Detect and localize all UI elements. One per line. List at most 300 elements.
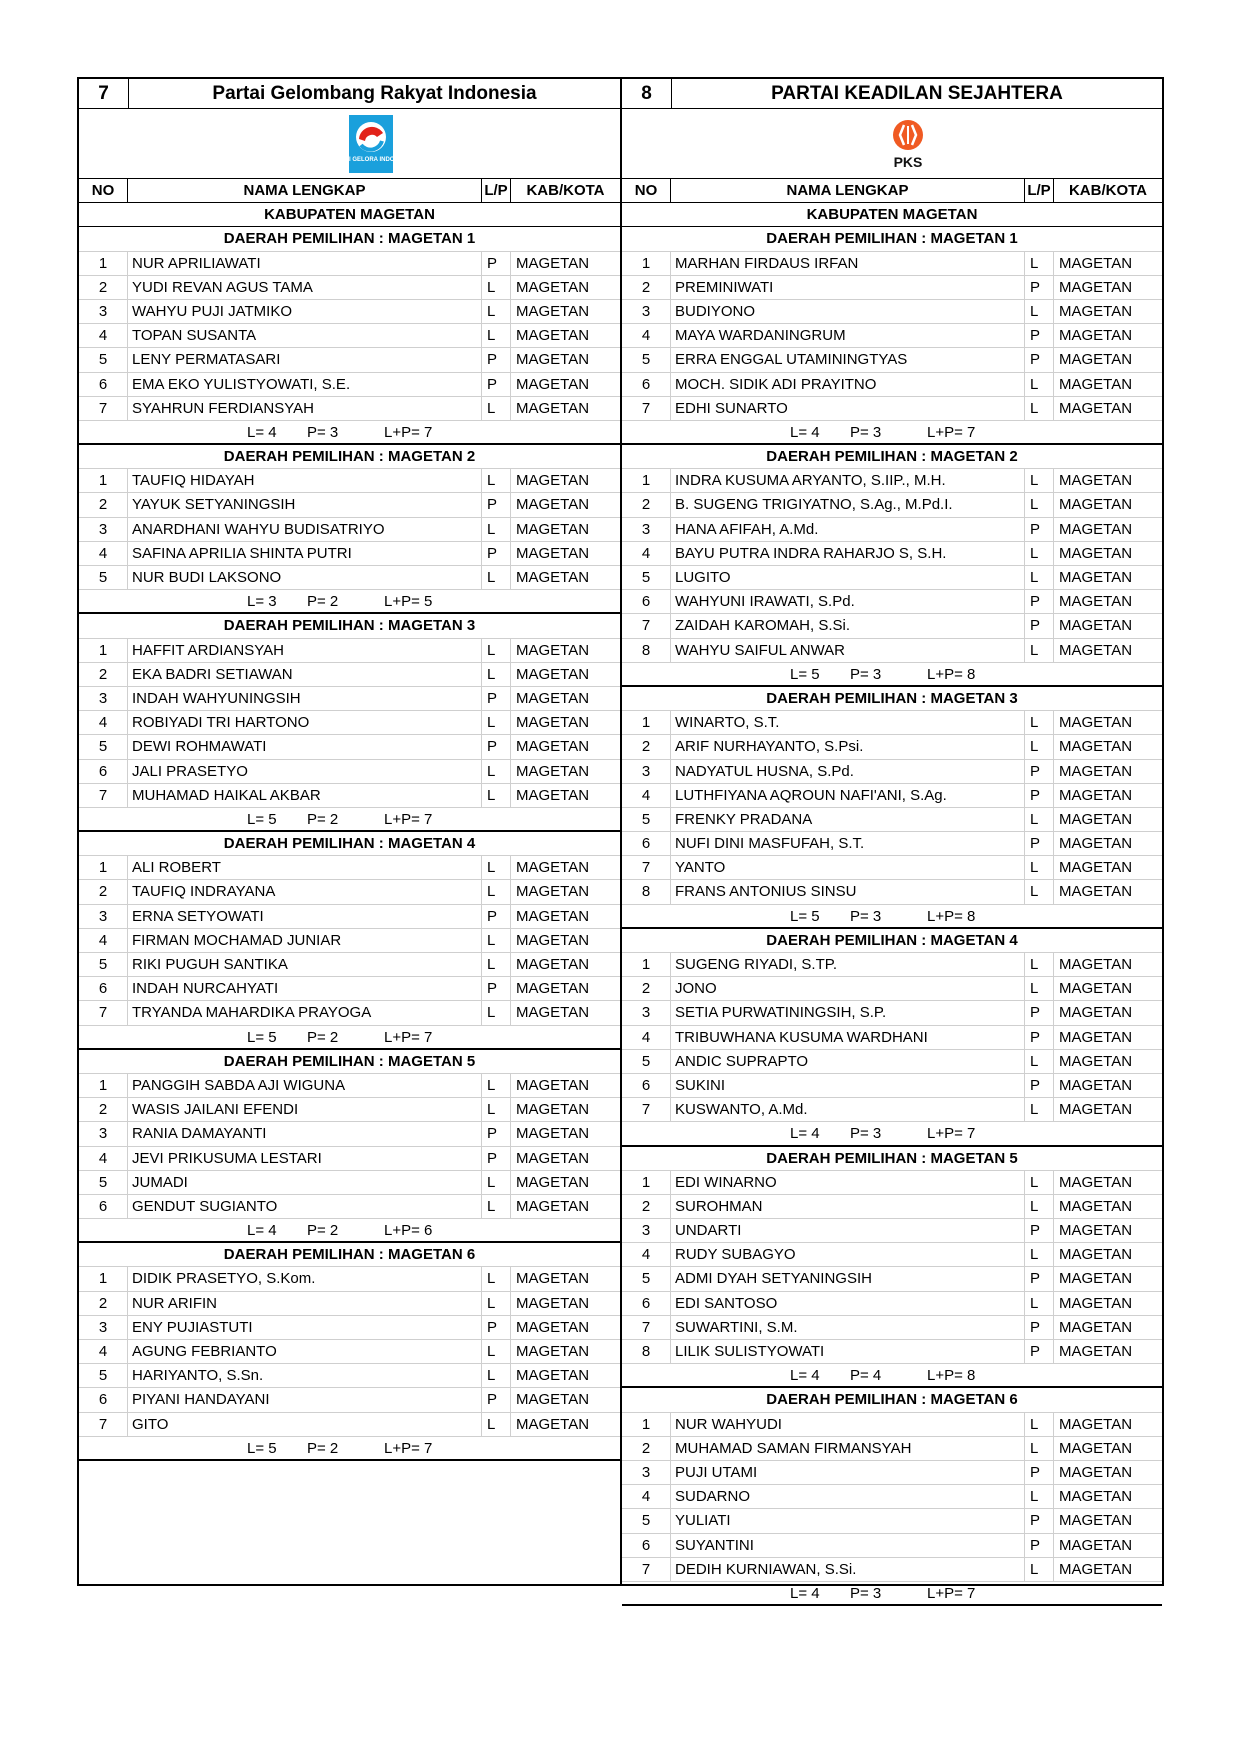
cell-no: 5 [622, 1267, 671, 1290]
cell-lp: L [482, 1292, 511, 1315]
cell-lp: L [1025, 977, 1054, 1000]
cell-kab: MAGETAN [1059, 859, 1133, 877]
cell-name: PANGGIH SABDA AJI WIGUNA [128, 1074, 482, 1097]
cell-kab: MAGETAN [1059, 1439, 1133, 1457]
cell-lp: P [1025, 1001, 1054, 1024]
cell-name: TOPAN SUSANTA [128, 324, 482, 347]
cell-kab: MAGETAN [516, 956, 590, 973]
cell-name: BUDIYONO [671, 300, 1025, 323]
cell-lp: L [482, 711, 511, 734]
summary-p: P= 2 [307, 1222, 339, 1240]
table-row [622, 1074, 1162, 1098]
cell-kab: MAGETAN [516, 738, 590, 756]
table-row [79, 856, 620, 880]
cell-lp: L [482, 518, 511, 541]
cell-kab: MAGETAN [1059, 1197, 1133, 1215]
table-row [622, 1558, 1162, 1582]
table-row [79, 1171, 620, 1195]
cell-name: SUYANTINI [671, 1534, 1025, 1557]
table-row [79, 1388, 620, 1412]
table-row [79, 1195, 620, 1219]
party-name: Partai Gelombang Rakyat Indonesia [212, 83, 537, 104]
summary-l: L= 4 [247, 423, 277, 441]
table-row [79, 687, 620, 711]
cell-kab: MAGETAN [1059, 1343, 1133, 1360]
cell-kab: MAGETAN [516, 980, 590, 998]
cell-name: LENY PERMATASARI [128, 348, 482, 371]
table-row [622, 1050, 1162, 1074]
table-row [622, 324, 1162, 348]
cell-kab: MAGETAN [516, 907, 590, 925]
cell-kab: MAGETAN [516, 1391, 590, 1409]
cell-lp: P [482, 1388, 511, 1411]
cell-lp: L [482, 1074, 511, 1097]
table-row [622, 469, 1162, 493]
cell-name: ERNA SETYOWATI [128, 905, 482, 928]
cell-name: MOCH. SIDIK ADI PRAYITNO [671, 373, 1025, 396]
cell-name: BAYU PUTRA INDRA RAHARJO S, S.H. [671, 542, 1025, 565]
summary-l: L= 4 [790, 1367, 820, 1385]
cell-lp: L [1025, 856, 1054, 879]
cell-kab: MAGETAN [1059, 351, 1133, 369]
summary-p: P= 4 [850, 1367, 882, 1385]
cell-name: EKA BADRI SETIAWAN [128, 663, 482, 686]
cell-no: 5 [79, 735, 128, 758]
cell-lp: P [482, 1316, 511, 1339]
cell-no: 2 [622, 735, 671, 758]
cell-no: 3 [79, 687, 128, 710]
summary-p: P= 3 [850, 907, 882, 925]
cell-kab: MAGETAN [516, 762, 590, 780]
cell-kab: MAGETAN [1059, 883, 1133, 901]
cell-lp: L [1025, 880, 1054, 903]
table-row [622, 566, 1162, 590]
cell-kab: MAGETAN [1059, 762, 1133, 780]
cell-lp: P [1025, 1340, 1054, 1363]
cell-kab: MAGETAN [516, 1197, 590, 1215]
cell-name: ADMI DYAH SETYANINGSIH [671, 1267, 1025, 1290]
cell-lp: L [482, 856, 511, 879]
dapil-title: DAERAH PEMILIHAN : MAGETAN 5 [79, 1050, 620, 1074]
cell-kab: MAGETAN [1059, 472, 1133, 490]
cell-name: NUFI DINI MASFUFAH, S.T. [671, 832, 1025, 855]
cell-lp: P [1025, 760, 1054, 783]
cell-kab: MAGETAN [516, 496, 590, 514]
table-row [622, 542, 1162, 566]
cell-name: PUJI UTAMI [671, 1461, 1025, 1484]
cell-kab: MAGETAN [516, 689, 590, 707]
cell-no: 5 [622, 348, 671, 371]
cell-no: 1 [622, 469, 671, 492]
cell-name: TAUFIQ HIDAYAH [128, 469, 482, 492]
cell-name: SUROHMAN [671, 1195, 1025, 1218]
cell-kab: MAGETAN [1059, 327, 1133, 345]
cell-name: TAUFIQ INDRAYANA [128, 880, 482, 903]
summary-total: L+P= 8 [927, 665, 976, 683]
cell-lp: P [1025, 1026, 1054, 1049]
cell-lp: L [1025, 469, 1054, 492]
dapil-title: DAERAH PEMILIHAN : MAGETAN 6 [79, 1243, 620, 1267]
cell-lp: L [482, 1171, 511, 1194]
table-row [622, 1219, 1162, 1243]
cell-lp: L [1025, 1050, 1054, 1073]
cell-lp: P [1025, 1316, 1054, 1339]
cell-no: 4 [622, 1243, 671, 1266]
cell-lp: L [482, 663, 511, 686]
cell-lp: P [482, 373, 511, 396]
cell-no: 4 [622, 542, 671, 565]
cell-lp: L [482, 1098, 511, 1121]
cell-kab: MAGETAN [516, 1004, 590, 1022]
summary-p: P= 2 [307, 1439, 339, 1457]
cell-kab: MAGETAN [516, 1294, 590, 1312]
table-row [622, 1171, 1162, 1195]
cell-lp: L [1025, 735, 1054, 758]
cell-kab: MAGETAN [516, 1367, 590, 1385]
header-name: NAMA LENGKAP [671, 179, 1025, 202]
dapil-summary [79, 808, 620, 832]
cell-no: 4 [622, 1485, 671, 1508]
cell-lp: P [1025, 784, 1054, 807]
dapil-title: DAERAH PEMILIHAN : MAGETAN 3 [622, 687, 1162, 711]
party-logo-row [79, 109, 620, 179]
cell-no: 2 [79, 276, 128, 299]
cell-name: ARIF NURHAYANTO, S.Psi. [671, 735, 1025, 758]
cell-lp: L [1025, 1243, 1054, 1266]
cell-no: 8 [622, 880, 671, 903]
cell-no: 7 [622, 1098, 671, 1121]
cell-lp: L [1025, 1195, 1054, 1218]
table-row [622, 614, 1162, 638]
cell-kab: MAGETAN [516, 714, 590, 732]
table-row [622, 808, 1162, 832]
cell-name: SUKINI [671, 1074, 1025, 1097]
table-row [79, 1098, 620, 1122]
cell-name: SUGENG RIYADI, S.TP. [671, 953, 1025, 976]
cell-name: RUDY SUBAGYO [671, 1243, 1025, 1266]
cell-lp: L [482, 760, 511, 783]
cell-lp: L [1025, 1437, 1054, 1460]
cell-lp: P [1025, 1219, 1054, 1242]
cell-kab: MAGETAN [516, 1173, 590, 1191]
table-row [622, 1195, 1162, 1219]
summary-l: L= 5 [790, 665, 820, 683]
cell-kab: MAGETAN [1059, 1246, 1133, 1264]
cell-no: 5 [79, 1364, 128, 1387]
cell-no: 1 [79, 856, 128, 879]
cell-kab: MAGETAN [516, 1101, 590, 1119]
cell-lp: P [1025, 276, 1054, 299]
party-column-pks [622, 79, 1162, 1602]
cell-no: 2 [622, 1437, 671, 1460]
cell-name: SYAHRUN FERDIANSYAH [128, 397, 482, 420]
cell-name: YUDI REVAN AGUS TAMA [128, 276, 482, 299]
cell-no: 6 [79, 977, 128, 1000]
cell-kab: MAGETAN [516, 1149, 590, 1167]
cell-name: NADYATUL HUSNA, S.Pd. [671, 760, 1025, 783]
cell-kab: MAGETAN [1059, 714, 1133, 732]
cell-lp: L [482, 1340, 511, 1363]
cell-no: 3 [622, 300, 671, 323]
cell-kab: MAGETAN [1059, 617, 1133, 635]
summary-l: L= 4 [790, 423, 820, 441]
table-row [79, 880, 620, 904]
cell-kab: MAGETAN [1059, 786, 1133, 804]
dapil-title: DAERAH PEMILIHAN : MAGETAN 2 [79, 445, 620, 469]
cell-name: DEWI ROHMAWATI [128, 735, 482, 758]
cell-lp: P [1025, 518, 1054, 541]
cell-name: DIDIK PRASETYO, S.Kom. [128, 1267, 482, 1290]
cell-lp: L [482, 1413, 511, 1436]
cell-no: 7 [622, 397, 671, 420]
cell-lp: P [1025, 590, 1054, 613]
table-row [79, 518, 620, 542]
table-row [622, 1413, 1162, 1437]
dapil-title: DAERAH PEMILIHAN : MAGETAN 4 [79, 832, 620, 856]
party-number: 8 [622, 79, 672, 108]
header-no: NO [79, 179, 128, 202]
summary-l: L= 5 [790, 907, 820, 925]
cell-no: 7 [622, 1316, 671, 1339]
cell-no: 3 [79, 905, 128, 928]
summary-p: P= 3 [850, 1125, 882, 1143]
table-row [79, 929, 620, 953]
table-row [79, 1074, 620, 1098]
cell-name: NUR BUDI LAKSONO [128, 566, 482, 589]
cell-no: 5 [79, 1171, 128, 1194]
cell-no: 2 [79, 880, 128, 903]
cell-name: RIKI PUGUH SANTIKA [128, 953, 482, 976]
summary-total: L+P= 6 [384, 1222, 433, 1240]
cell-no: 2 [79, 493, 128, 516]
cell-name: YANTO [671, 856, 1025, 879]
dapil-sections [79, 227, 620, 1461]
cell-kab: MAGETAN [516, 641, 590, 659]
cell-no: 1 [79, 1074, 128, 1097]
table-row [622, 711, 1162, 735]
cell-no: 5 [622, 1050, 671, 1073]
party-title-row [79, 79, 620, 109]
cell-kab: MAGETAN [516, 883, 590, 901]
cell-name: ALI ROBERT [128, 856, 482, 879]
cell-no: 2 [622, 1195, 671, 1218]
table-row [622, 977, 1162, 1001]
cell-kab: MAGETAN [1059, 738, 1133, 756]
cell-no: 1 [622, 953, 671, 976]
cell-no: 3 [79, 1122, 128, 1145]
cell-kab: MAGETAN [516, 1343, 590, 1360]
cell-lp: L [482, 276, 511, 299]
cell-no: 4 [622, 784, 671, 807]
cell-no: 2 [622, 276, 671, 299]
cell-lp: L [1025, 252, 1054, 275]
cell-name: WASIS JAILANI EFENDI [128, 1098, 482, 1121]
cell-lp: P [1025, 1267, 1054, 1290]
party-column-gelora [79, 79, 622, 1584]
cell-lp: L [1025, 1292, 1054, 1315]
cell-no: 2 [622, 493, 671, 516]
table-row [79, 639, 620, 663]
cell-lp: L [482, 397, 511, 420]
table-row [622, 1001, 1162, 1025]
cell-kab: MAGETAN [1059, 254, 1133, 272]
table-row [622, 784, 1162, 808]
summary-p: P= 3 [307, 423, 339, 441]
dapil-title: DAERAH PEMILIHAN : MAGETAN 1 [622, 227, 1162, 251]
dapil-title: DAERAH PEMILIHAN : MAGETAN 1 [79, 227, 620, 251]
cell-lp: P [1025, 1461, 1054, 1484]
cell-kab: MAGETAN [1059, 835, 1133, 853]
cell-name: HARIYANTO, S.Sn. [128, 1364, 482, 1387]
cell-kab: MAGETAN [1059, 544, 1133, 562]
cell-name: EDHI SUNARTO [671, 397, 1025, 420]
table-row [622, 1340, 1162, 1364]
dapil-title: DAERAH PEMILIHAN : MAGETAN 3 [79, 614, 620, 638]
table-row [622, 832, 1162, 856]
cell-kab: MAGETAN [516, 1318, 590, 1336]
cell-lp: P [482, 348, 511, 371]
cell-no: 5 [79, 566, 128, 589]
cell-no: 6 [79, 1195, 128, 1218]
cell-lp: L [1025, 542, 1054, 565]
party-name: PARTAI KEADILAN SEJAHTERA [771, 83, 1063, 104]
header-lp: L/P [1025, 179, 1054, 202]
cell-kab: MAGETAN [516, 569, 590, 586]
cell-kab: MAGETAN [516, 1076, 590, 1094]
kabupaten-label: KABUPATEN MAGETAN [622, 203, 1162, 227]
header-name: NAMA LENGKAP [128, 179, 482, 202]
cell-kab: MAGETAN [1059, 1415, 1133, 1433]
cell-kab: MAGETAN [1059, 1270, 1133, 1288]
cell-name: UNDARTI [671, 1219, 1025, 1242]
cell-kab: MAGETAN [1059, 1222, 1133, 1240]
table-row [79, 711, 620, 735]
summary-total: L+P= 7 [384, 423, 433, 441]
summary-l: L= 5 [247, 1028, 277, 1046]
cell-name: TRYANDA MAHARDIKA PRAYOGA [128, 1001, 482, 1024]
table-header [79, 179, 620, 203]
cell-no: 8 [622, 1340, 671, 1363]
summary-total: L+P= 8 [927, 1367, 976, 1385]
table-row [622, 735, 1162, 759]
cell-name: NUR APRILIAWATI [128, 252, 482, 275]
table-row [622, 639, 1162, 663]
summary-total: L+P= 7 [384, 1439, 433, 1457]
cell-no: 2 [79, 1098, 128, 1121]
cell-name: PREMINIWATI [671, 276, 1025, 299]
cell-lp: L [1025, 300, 1054, 323]
cell-no: 6 [79, 760, 128, 783]
party-logo-row [622, 109, 1162, 179]
cell-kab: MAGETAN [1059, 593, 1133, 611]
cell-no: 7 [79, 397, 128, 420]
cell-name: ZAIDAH KAROMAH, S.Si. [671, 614, 1025, 637]
cell-name: FRANS ANTONIUS SINSU [671, 880, 1025, 903]
cell-kab: MAGETAN [516, 1125, 590, 1143]
header-no: NO [622, 179, 671, 202]
cell-kab: MAGETAN [516, 327, 590, 345]
cell-name: WAHYUNI IRAWATI, S.Pd. [671, 590, 1025, 613]
cell-lp: L [482, 953, 511, 976]
cell-name: SUDARNO [671, 1485, 1025, 1508]
dapil-summary [622, 1122, 1162, 1146]
summary-p: P= 3 [850, 423, 882, 441]
table-row [79, 1001, 620, 1025]
table-row [79, 1122, 620, 1146]
cell-kab: MAGETAN [1059, 1028, 1133, 1046]
table-row [622, 518, 1162, 542]
cell-no: 2 [622, 977, 671, 1000]
cell-lp: P [1025, 614, 1054, 637]
summary-p: P= 2 [307, 810, 339, 828]
table-row [622, 1316, 1162, 1340]
summary-l: L= 4 [247, 1222, 277, 1240]
cell-kab: MAGETAN [516, 1270, 590, 1288]
cell-no: 6 [79, 373, 128, 396]
cell-name: MARHAN FIRDAUS IRFAN [671, 252, 1025, 275]
table-row [79, 1147, 620, 1171]
table-row [79, 905, 620, 929]
summary-total: L+P= 8 [927, 907, 976, 925]
cell-no: 1 [79, 252, 128, 275]
cell-lp: P [482, 252, 511, 275]
cell-no: 6 [622, 1534, 671, 1557]
cell-lp: P [482, 493, 511, 516]
table-row [79, 977, 620, 1001]
cell-lp: P [1025, 832, 1054, 855]
table-row [79, 276, 620, 300]
cell-no: 4 [79, 1340, 128, 1363]
cell-lp: L [482, 1001, 511, 1024]
summary-p: P= 3 [850, 1584, 882, 1602]
summary-p: P= 2 [307, 593, 339, 611]
cell-name: LILIK SULISTYOWATI [671, 1340, 1025, 1363]
table-row [622, 856, 1162, 880]
table-row [79, 493, 620, 517]
cell-lp: P [1025, 348, 1054, 371]
cell-no: 3 [622, 518, 671, 541]
cell-no: 4 [622, 1026, 671, 1049]
summary-total: L+P= 7 [927, 1584, 976, 1602]
cell-no: 3 [79, 300, 128, 323]
table-row [622, 1026, 1162, 1050]
cell-name: MUHAMAD HAIKAL AKBAR [128, 784, 482, 807]
cell-name: NUR ARIFIN [128, 1292, 482, 1315]
cell-name: ENY PUJIASTUTI [128, 1316, 482, 1339]
cell-no: 7 [622, 614, 671, 637]
dapil-summary [622, 1364, 1162, 1388]
cell-kab: MAGETAN [1059, 1536, 1133, 1554]
cell-name: SUWARTINI, S.M. [671, 1316, 1025, 1339]
cell-name: PIYANI HANDAYANI [128, 1388, 482, 1411]
cell-kab: MAGETAN [516, 351, 590, 369]
cell-name: WAHYU SAIFUL ANWAR [671, 639, 1025, 662]
cell-lp: L [1025, 373, 1054, 396]
cell-kab: MAGETAN [1059, 1488, 1133, 1506]
dapil-summary [79, 1026, 620, 1050]
header-kab: KAB/KOTA [1068, 182, 1148, 199]
table-row [79, 1413, 620, 1437]
cell-no: 3 [79, 518, 128, 541]
cell-name: SAFINA APRILIA SHINTA PUTRI [128, 542, 482, 565]
cell-kab: MAGETAN [1059, 520, 1133, 538]
dapil-summary [622, 663, 1162, 687]
summary-l: L= 5 [247, 810, 277, 828]
cell-no: 3 [79, 1316, 128, 1339]
cell-lp: L [482, 300, 511, 323]
cell-kab: MAGETAN [516, 665, 590, 683]
table-row [79, 348, 620, 372]
